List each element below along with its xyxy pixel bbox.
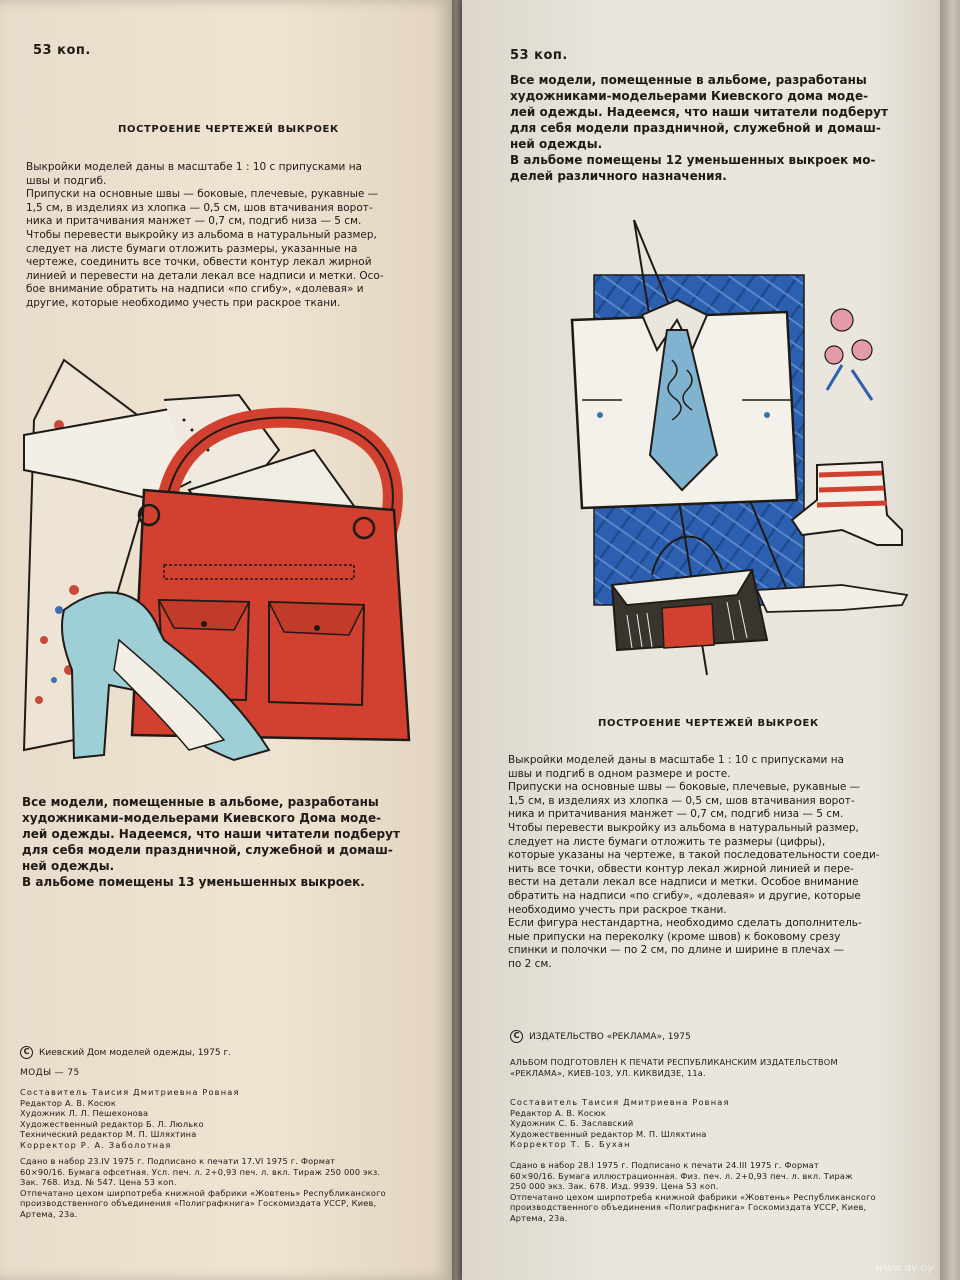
body-line: чертеже, соединить все точки, обвести контур лекал жирной — [26, 256, 372, 269]
left-heading: ПОСТРОЕНИЕ ЧЕРТЕЖЕЙ ВЫКРОЕК — [118, 124, 339, 135]
body-line: швы и подгиб. — [26, 174, 107, 187]
body-line: линией и перевести на детали лекал все надписи и метки. Осо- — [26, 269, 384, 282]
body-line: другие, которые необходимо учесть при раскрое ткани. — [26, 296, 341, 309]
left-body-text — [26, 161, 438, 311]
prepared-line: «РЕКЛАМА», КИЕВ-103, УЛ. КИКВИДЗЕ, 11а. — [510, 1067, 706, 1078]
left-intro-text — [22, 794, 434, 890]
body-line: нить все точки, обвести контур лекал жирной линией и пере- — [508, 862, 854, 875]
intro-line: художниками-модельерами Киевского дома моде- — [510, 89, 869, 103]
flower-illustration — [825, 309, 872, 400]
print-line: Зак. 768. Изд. № 547. Цена 53 коп. — [20, 1177, 177, 1188]
body-line: Выкройки моделей даны в масштабе 1 : 10 с припусками на — [26, 161, 362, 173]
copyright-icon: C — [20, 1046, 33, 1059]
watermark: www.ay.by — [874, 1261, 934, 1274]
print-line: Артема, 23а. — [510, 1212, 568, 1223]
intro-line: художниками-модельерами Киевского Дома моде- — [22, 811, 382, 825]
print-line: производственного объединения «Полиграфкнига» Госкомиздата УССР, Киев, — [20, 1198, 377, 1209]
body-line: обратить на надписи «по сгибу», «долевая» и другие, которые — [508, 889, 861, 902]
print-line: 60×90/16. Бумага иллюстрационная. Физ. печ. л. 2+0,93 печ. л. вкл. Тираж — [510, 1170, 853, 1181]
credit-line: Художник С. Б. Заславский — [510, 1118, 634, 1129]
glove-illustration — [757, 585, 907, 612]
body-line: Чтобы перевести выкройку из альбома в натуральный размер, — [508, 821, 859, 834]
credit-line: Составитель Таисия Дмитриевна Ровная — [510, 1097, 730, 1107]
copyright-icon: C — [510, 1030, 523, 1043]
body-line: вести на детали лекал все надписи и метки. Особое внимание — [508, 876, 859, 889]
print-line: 60×90/16. Бумага офсетная. Усл. печ. л. 2+0,93 печ. л. вкл. Тираж 250 000 экз. — [20, 1166, 381, 1177]
body-line: бое внимание обратить на надписи «по сгибу», «долевая» и — [26, 283, 364, 296]
credit-line: Корректор Т. Б. Бухан — [510, 1139, 631, 1150]
print-line: производственного объединения «Полиграфкнига» Госкомиздата УССР, Киев, — [510, 1202, 867, 1213]
body-line: Припуски на основные швы — боковые, плечевые, рукавные — — [508, 781, 861, 794]
intro-line: В альбоме помещены 13 уменьшенных выкроек. — [22, 875, 365, 889]
prepared-line: АЛЬБОМ ПОДГОТОВЛЕН К ПЕЧАТИ РЕСПУБЛИКАНСКИМ ИЗДАТЕЛЬСТВОМ — [510, 1057, 838, 1067]
left-copyright — [20, 1046, 231, 1059]
credit-line: Художник Л. Л. Пешехонова — [20, 1108, 149, 1119]
body-line: 1,5 см, в изделиях из хлопка — 0,5 см, шов втачивания ворот- — [26, 201, 373, 214]
intro-line: ней одежды. — [22, 859, 115, 873]
print-line: 250 000 экз. Зак. 678. Изд. 9939. Цена 53 коп. — [510, 1181, 719, 1192]
right-price: 53 коп. — [510, 48, 568, 63]
right-credits — [510, 1097, 730, 1150]
body-line: необходимо учесть при раскрое ткани. — [508, 903, 727, 916]
print-line: Отпечатано цехом ширпотреба книжной фабрики «Жовтень» Республиканского — [20, 1187, 386, 1198]
left-credits — [20, 1087, 240, 1151]
body-line: Если фигура нестандартна, необходимо сделать дополнитель- — [508, 917, 862, 930]
print-line: Отпечатано цехом ширпотреба книжной фабрики «Жовтень» Республиканского — [510, 1191, 876, 1202]
print-line: Сдано в набор 28.I 1975 г. Подписано к печати 24.III 1975 г. Формат — [510, 1160, 819, 1170]
body-line: ные припуски на переколку (кроме швов) к боковому срезу — [508, 930, 841, 943]
credit-line: Составитель Таисия Дмитриевна Ровная — [20, 1087, 240, 1097]
intro-line: В альбоме помещены 12 уменьшенных выкроек мо- — [510, 153, 876, 167]
right-copyright — [510, 1030, 691, 1043]
body-line: следует на листе бумаги отложить те размеры (цифры), — [508, 835, 826, 848]
credit-line: Редактор А. В. Косюк — [510, 1107, 606, 1118]
right-page — [462, 0, 940, 1280]
prepared-by — [510, 1057, 838, 1078]
next-page-edge — [940, 0, 960, 1280]
left-price: 53 коп. — [33, 43, 91, 58]
shirt-tie-illustration — [542, 200, 922, 680]
body-line: ника и притачивания манжет — 0,7 см, подгиб низа — 5 см. — [508, 808, 844, 821]
left-print-info — [20, 1156, 386, 1220]
credit-line: Корректор Р. А. Заболотная — [20, 1139, 172, 1150]
credit-line: Художественный редактор Б. Л. Люлько — [20, 1118, 204, 1129]
copyright-text: Киевский Дом моделей одежды, 1975 г. — [39, 1047, 232, 1058]
left-page — [0, 0, 452, 1280]
body-line: следует на листе бумаги отложить размеры, указанные на — [26, 242, 358, 255]
credit-line: Редактор А. В. Косюк — [20, 1097, 116, 1108]
body-line: по 2 см. — [508, 957, 552, 970]
right-intro-text — [510, 72, 920, 184]
intro-line: Все модели, помещенные в альбоме, разработаны — [510, 73, 867, 87]
intro-line: для себя модели праздничной, служебной и домаш- — [22, 843, 393, 857]
body-line: 1,5 см, в изделиях из хлопка — 0,5 см, шов втачивания ворот- — [508, 794, 855, 807]
intro-line: лей одежды. Надеемся, что наши читатели подберут — [510, 105, 888, 119]
body-line: швы и подгиб в одном размере и росте. — [508, 767, 731, 780]
body-line: Выкройки моделей даны в масштабе 1 : 10 с припусками на — [508, 754, 844, 766]
intro-line: лей одежды. Надеемся, что наши читатели подберут — [22, 827, 400, 841]
body-line: ника и притачивания манжет — 0,7 см, подгиб низа — 5 см. — [26, 215, 362, 228]
right-heading: ПОСТРОЕНИЕ ЧЕРТЕЖЕЙ ВЫКРОЕК — [598, 718, 819, 729]
intro-line: для себя модели праздничной, служебной и домаш- — [510, 121, 881, 135]
body-line: Чтобы перевести выкройку из альбома в натуральный размер, — [26, 228, 377, 241]
body-line: спинки и полочки — по 2 см, по длине и ширине в плечах — — [508, 944, 845, 957]
intro-line: делей различного назначения. — [510, 169, 727, 183]
body-line: Припуски на основные швы — боковые, плечевые, рукавные — — [26, 188, 379, 201]
intro-line: Все модели, помещенные в альбоме, разработаны — [22, 795, 379, 809]
handbag-illustration — [14, 340, 444, 780]
body-line: которые указаны на чертеже, в такой последовательности соеди- — [508, 849, 880, 862]
print-line: Артема, 23а. — [20, 1208, 78, 1219]
credit-line: Технический редактор М. П. Шляхтина — [20, 1129, 197, 1140]
copyright-text: ИЗДАТЕЛЬСТВО «РЕКЛАМА», 1975 — [529, 1031, 691, 1042]
series-title: МОДЫ — 75 — [20, 1068, 80, 1078]
right-body-text — [508, 754, 918, 972]
right-print-info — [510, 1160, 876, 1224]
print-line: Сдано в набор 23.IV 1975 г. Подписано к печати 17.VI 1975 г. Формат — [20, 1156, 336, 1166]
intro-line: ней одежды. — [510, 137, 603, 151]
credit-line: Художественный редактор М. П. Шляхтина — [510, 1128, 707, 1139]
